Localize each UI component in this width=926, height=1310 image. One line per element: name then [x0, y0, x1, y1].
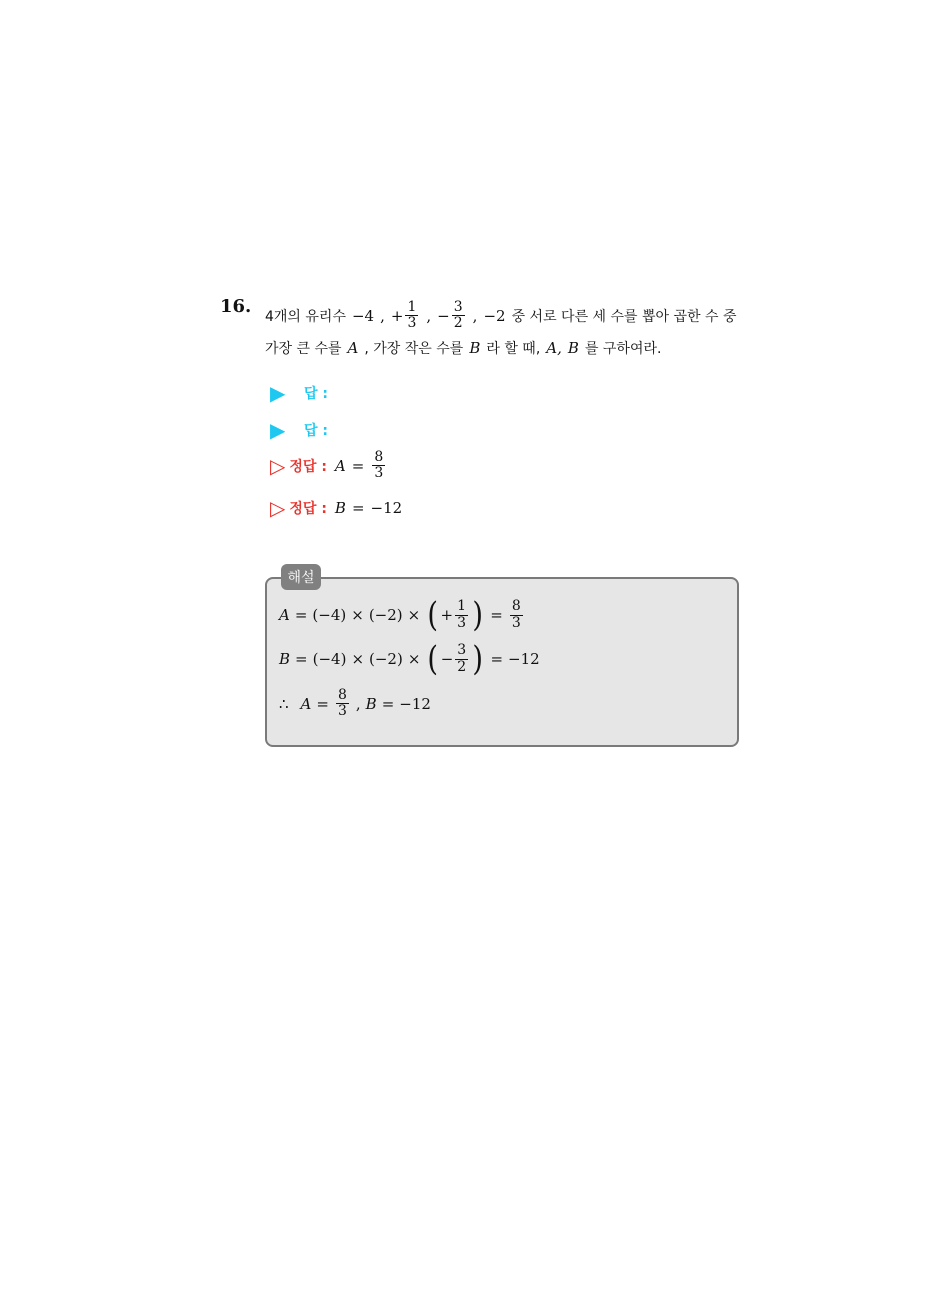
question-text: 4개의 유리수 [265, 308, 346, 325]
fraction-denominator: 2 [457, 658, 467, 675]
equals-sign: = [351, 456, 365, 475]
math-variable: B [469, 339, 481, 357]
math-variable: A [347, 339, 359, 357]
fraction [336, 688, 349, 720]
math-sign: − [440, 650, 454, 668]
comma: , [355, 694, 361, 713]
question-text: 가장 큰 수를 [265, 341, 342, 357]
fraction-denominator: 3 [407, 315, 417, 332]
math-value: −12 [508, 650, 540, 668]
correct-answer-label: 정답 : [289, 501, 327, 517]
times-sign: × [351, 650, 365, 668]
play-triangle-icon: ▶ [270, 381, 286, 405]
left-paren: ( [427, 595, 439, 635]
question-text: 라 할 때, [486, 341, 541, 357]
fraction [510, 599, 523, 631]
solution-tab: 해설 [281, 564, 321, 590]
math-variable: A [300, 694, 312, 713]
math-sign: + [440, 606, 454, 624]
fraction-numerator: 8 [511, 598, 521, 615]
question-text: 중 서로 다른 세 수를 뽑아 곱한 수 중 [511, 308, 737, 325]
math-variable: B [365, 694, 377, 713]
fraction-denominator: 3 [511, 614, 521, 631]
times-sign: × [407, 606, 421, 624]
fraction-denominator: 3 [337, 703, 347, 720]
answer-expression [335, 450, 387, 482]
question-text: , 가장 작은 수를 [364, 341, 464, 357]
solution-line-1 [279, 595, 525, 635]
math-variable: A [279, 606, 290, 624]
therefore-symbol: ∴ [279, 694, 289, 713]
math-factor: (−2) [369, 650, 403, 668]
math-sign: − [437, 306, 450, 325]
fraction-numerator: 3 [453, 299, 463, 315]
math-value: −12 [399, 694, 431, 713]
question-line-1 [265, 300, 737, 332]
math-value: −2 [483, 306, 506, 325]
math-value: −12 [370, 499, 403, 517]
answer-blank-1 [270, 381, 328, 405]
math-value: −4 [351, 306, 375, 325]
outline-triangle-icon: ▷ [270, 496, 286, 520]
equals-sign: = [490, 650, 504, 668]
math-factor: (−4) [312, 650, 347, 668]
correct-answer-label: 정답 : [289, 458, 327, 475]
comma: , [426, 306, 432, 325]
math-factor: (−4) [312, 606, 347, 624]
fraction-numerator: 3 [457, 642, 467, 659]
math-sign: + [390, 306, 404, 325]
outline-triangle-icon: ▷ [270, 453, 286, 478]
equals-sign: = [381, 694, 395, 713]
fraction-numerator: 8 [374, 449, 384, 465]
fraction [372, 450, 385, 482]
solution-line-2 [279, 639, 540, 679]
comma: , [380, 306, 385, 325]
left-paren: ( [427, 639, 439, 679]
fraction-denominator: 3 [457, 614, 466, 631]
right-paren: ) [472, 595, 483, 635]
fraction-numerator: 1 [457, 598, 466, 615]
equals-sign: = [351, 499, 365, 517]
answer-label: 답 : [304, 423, 328, 439]
math-factor: (−2) [368, 606, 403, 624]
fraction [455, 643, 468, 675]
fraction-numerator: 8 [337, 687, 347, 703]
equals-sign: = [490, 606, 503, 624]
question-text: 를 구하여라. [584, 341, 662, 357]
times-sign: × [351, 606, 364, 624]
right-paren: ) [472, 639, 484, 679]
fraction [452, 300, 465, 332]
answer-label: 답 : [304, 386, 328, 402]
fraction [455, 599, 468, 631]
math-variable: B [334, 499, 346, 517]
equals-sign: = [316, 694, 329, 713]
answer-expression [335, 499, 402, 517]
question-line-2 [265, 338, 661, 358]
answer-blank-2 [270, 418, 328, 442]
solution-line-3 [279, 688, 431, 720]
comma: , [472, 306, 478, 325]
equals-sign: = [295, 650, 308, 668]
math-variable: A [334, 456, 346, 475]
play-triangle-icon: ▶ [270, 418, 286, 442]
equals-sign: = [294, 606, 308, 624]
math-variable: A, [546, 339, 562, 357]
times-sign: × [407, 650, 421, 668]
question-number: 16. [220, 296, 252, 317]
correct-answer-a [270, 450, 387, 482]
math-variable: B [567, 339, 579, 357]
fraction-denominator: 2 [453, 315, 463, 332]
fraction [405, 300, 418, 332]
correct-answer-b [270, 496, 402, 520]
fraction-denominator: 3 [374, 465, 384, 482]
math-variable: B [279, 650, 291, 668]
fraction-numerator: 1 [407, 299, 417, 315]
